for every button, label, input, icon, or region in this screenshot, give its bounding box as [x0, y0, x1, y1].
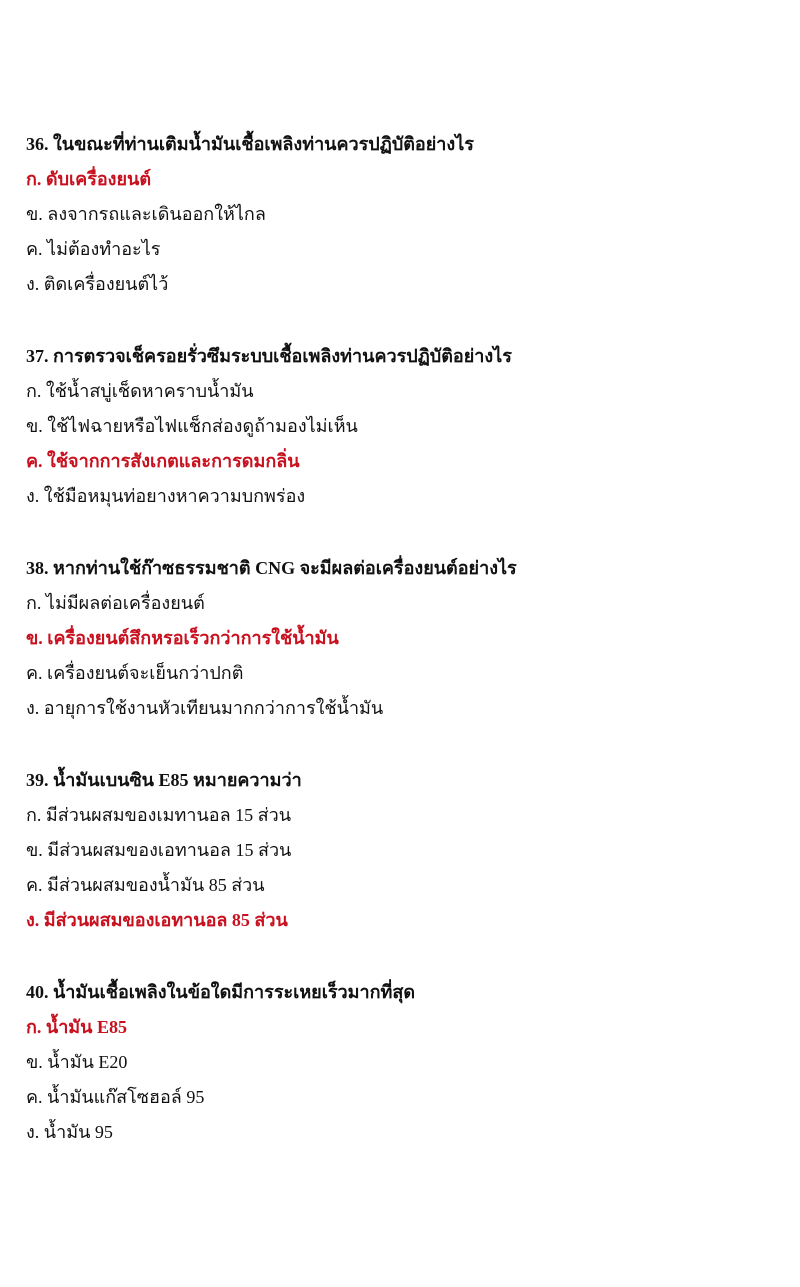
question-title: 39. น้ำมันเบนซิน E85 หมายความว่า	[26, 770, 302, 790]
correct-answer-option: ค. ใช้จากการสังเกตและการดมกลิ่น	[26, 451, 300, 471]
question-title: 36. ในขณะที่ท่านเติมน้ำมันเชื้อเพลิงท่านควรปฏิบัติอย่างไร	[26, 134, 474, 154]
answer-option: ง. อายุการใช้งานหัวเทียนมากกว่าการใช้น้ำมัน	[26, 698, 384, 718]
answer-option: ค. น้ำมันแก๊สโซฮอล์ 95	[26, 1087, 205, 1107]
answer-option: ข. มีส่วนผสมของเอทานอล 15 ส่วน	[26, 840, 292, 860]
question-title: 40. น้ำมันเชื้อเพลิงในข้อใดมีการระเหยเร็วมากที่สุด	[26, 982, 416, 1002]
answer-option: ค. มีส่วนผสมของน้ำมัน 85 ส่วน	[26, 875, 265, 895]
question-block	[26, 339, 786, 551]
question-title: 38. หากท่านใช้ก๊าซธรรมชาติ CNG จะมีผลต่อเครื่องยนต์อย่างไร	[26, 558, 517, 578]
answer-option: ก. มีส่วนผสมของเมทานอล 15 ส่วน	[26, 805, 291, 825]
question-block	[26, 763, 786, 975]
correct-answer-option: ข. เครื่องยนต์สึกหรอเร็วกว่าการใช้น้ำมัน	[26, 628, 339, 648]
answer-option: ก. ใช้น้ำสบู่เช็ดหาคราบน้ำมัน	[26, 381, 254, 401]
answer-option: ง. ติดเครื่องยนต์ไว้	[26, 274, 169, 294]
quiz-document	[26, 127, 786, 1187]
answer-option: ง. น้ำมัน 95	[26, 1122, 113, 1142]
correct-answer-option: ง. มีส่วนผสมของเอทานอล 85 ส่วน	[26, 910, 288, 930]
question-title: 37. การตรวจเช็ครอยรั่วซึมระบบเชื้อเพลิงท่านควรปฏิบัติอย่างไร	[26, 346, 512, 366]
answer-option: ข. ลงจากรถและเดินออกให้ไกล	[26, 204, 266, 224]
question-block	[26, 551, 786, 763]
answer-option: ก. ไม่มีผลต่อเครื่องยนต์	[26, 593, 205, 613]
answer-option: ง. ใช้มือหมุนท่อยางหาความบกพร่อง	[26, 486, 306, 506]
correct-answer-option: ก. น้ำมัน E85	[26, 1017, 127, 1037]
answer-option: ข. ใช้ไฟฉายหรือไฟแช็กส่องดูถ้ามองไม่เห็น	[26, 416, 358, 436]
question-block	[26, 127, 786, 339]
correct-answer-option: ก. ดับเครื่องยนต์	[26, 169, 152, 189]
answer-option: ค. เครื่องยนต์จะเย็นกว่าปกติ	[26, 663, 244, 683]
answer-option: ค. ไม่ต้องทำอะไร	[26, 239, 161, 259]
answer-option: ข. น้ำมัน E20	[26, 1052, 128, 1072]
question-block	[26, 975, 786, 1187]
